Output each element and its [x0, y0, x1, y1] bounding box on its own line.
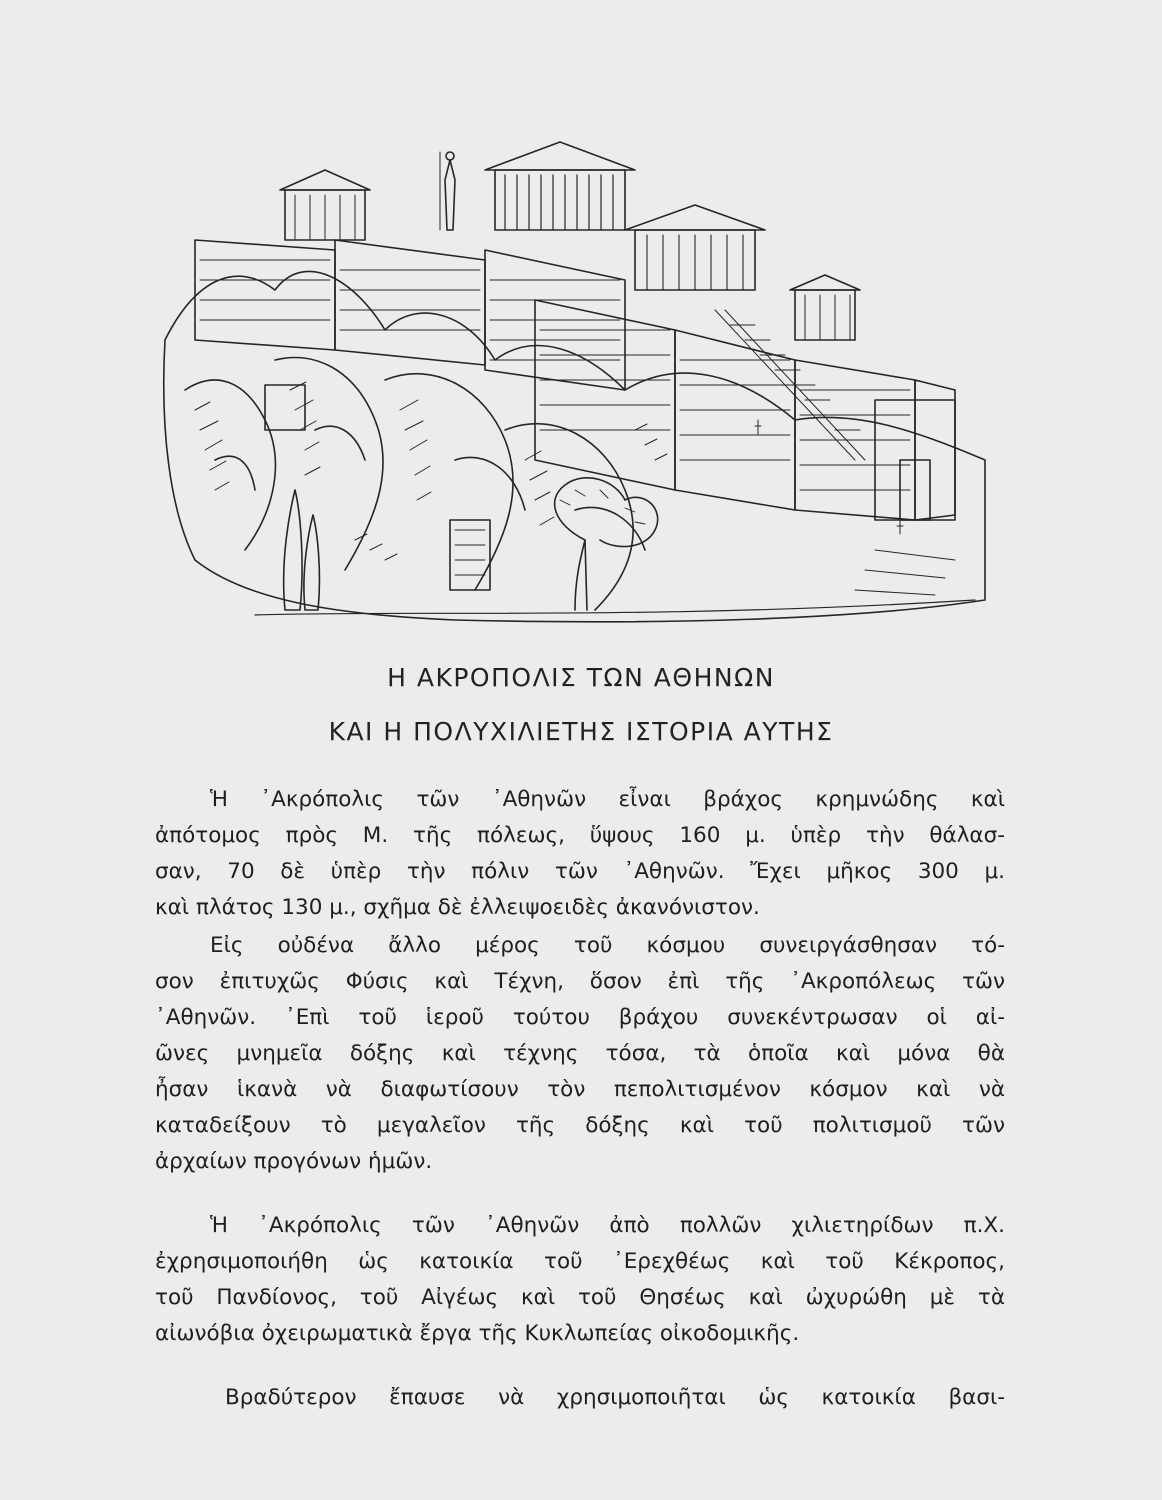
paragraph-3: [155, 1208, 1005, 1352]
paragraph-line: τοῦ Πανδίονος, τοῦ Αἰγέως καὶ τοῦ Θησέως καὶ ὠχυρώθη μὲ τὰ: [155, 1285, 1005, 1310]
paragraph-line: σαν, 70 δὲ ὑπὲρ τὴν πόλιν τῶν ᾿Αθηνῶν. Ἔχει μῆκος 300 μ.: [155, 859, 1005, 884]
paragraph-line: ῶνες μνημεῖα δόξης καὶ τέχνης τόσα, τὰ ὁποῖα καὶ μόνα θὰ: [155, 1041, 1005, 1066]
paragraph-line: καὶ πλάτος 130 μ., σχῆμα δὲ ἐλλειψοειδὲς ἀκανόνιστον.: [155, 895, 760, 920]
paragraph-2: [155, 928, 1005, 1180]
page-subtitle: ΚΑΙ Η ΠΟΛΥΧΙΛΙΕΤΗΣ ΙΣΤΟΡΙΑ ΑΥΤΗΣ: [328, 717, 834, 746]
paragraph-line: ἀρχαίων προγόνων ἡμῶν.: [155, 1149, 433, 1174]
acropolis-illustration-icon: [155, 130, 995, 630]
paragraph-line: ἦσαν ἱκανὰ νὰ διαφωτίσουν τὸν πεπολιτισμένον κόσμον καὶ νὰ: [155, 1077, 1005, 1102]
paragraph-line: Ἡ ᾿Ακρόπολις τῶν ᾿Αθηνῶν εἶναι βράχος κρημνώδης καὶ: [210, 787, 1005, 812]
paragraph-line: καταδείξουν τὸ μεγαλεῖον τῆς δόξης καὶ τοῦ πολιτισμοῦ τῶν: [155, 1113, 1005, 1138]
page-title: Η ΑΚΡΟΠΟΛΙΣ ΤΩΝ ΑΘΗΝΩΝ: [387, 663, 775, 692]
paragraph-4: [155, 1380, 1005, 1416]
paragraph-line: Βραδύτερον ἔπαυσε νὰ χρησιμοποιῆται ὡς κατοικία βασι-: [225, 1385, 1005, 1410]
paragraph-line: Εἰς οὐδένα ἄλλο μέρος τοῦ κόσμου συνειργάσθησαν τό-: [210, 933, 1005, 958]
paragraph-line: σον ἐπιτυχῶς Φύσις καὶ Τέχνη, ὅσον ἐπὶ τῆς ᾿Ακροπόλεως τῶν: [155, 969, 1005, 994]
paragraph-line: ἀπότομος πρὸς Μ. τῆς πόλεως, ὕψους 160 μ. ὑπὲρ τὴν θάλασ-: [155, 823, 1005, 848]
paragraph-1: [155, 782, 1005, 926]
paragraph-line: ᾿Αθηνῶν. ᾿Επὶ τοῦ ἱεροῦ τούτου βράχου συνεκέντρωσαν οἱ αἰ-: [155, 1005, 1005, 1030]
paragraph-line: αἰωνόβια ὀχειρωματικὰ ἔργα τῆς Κυκλωπείας οἰκοδομικῆς.: [155, 1321, 800, 1346]
paragraph-line: Ἡ ᾿Ακρόπολις τῶν ᾿Αθηνῶν ἀπὸ πολλῶν χιλιετηρίδων π.Χ.: [210, 1213, 1005, 1238]
paragraph-line: ἐχρησιμοποιήθη ὡς κατοικία τοῦ ᾿Ερεχθέως καὶ τοῦ Κέκροπος,: [155, 1249, 1005, 1274]
